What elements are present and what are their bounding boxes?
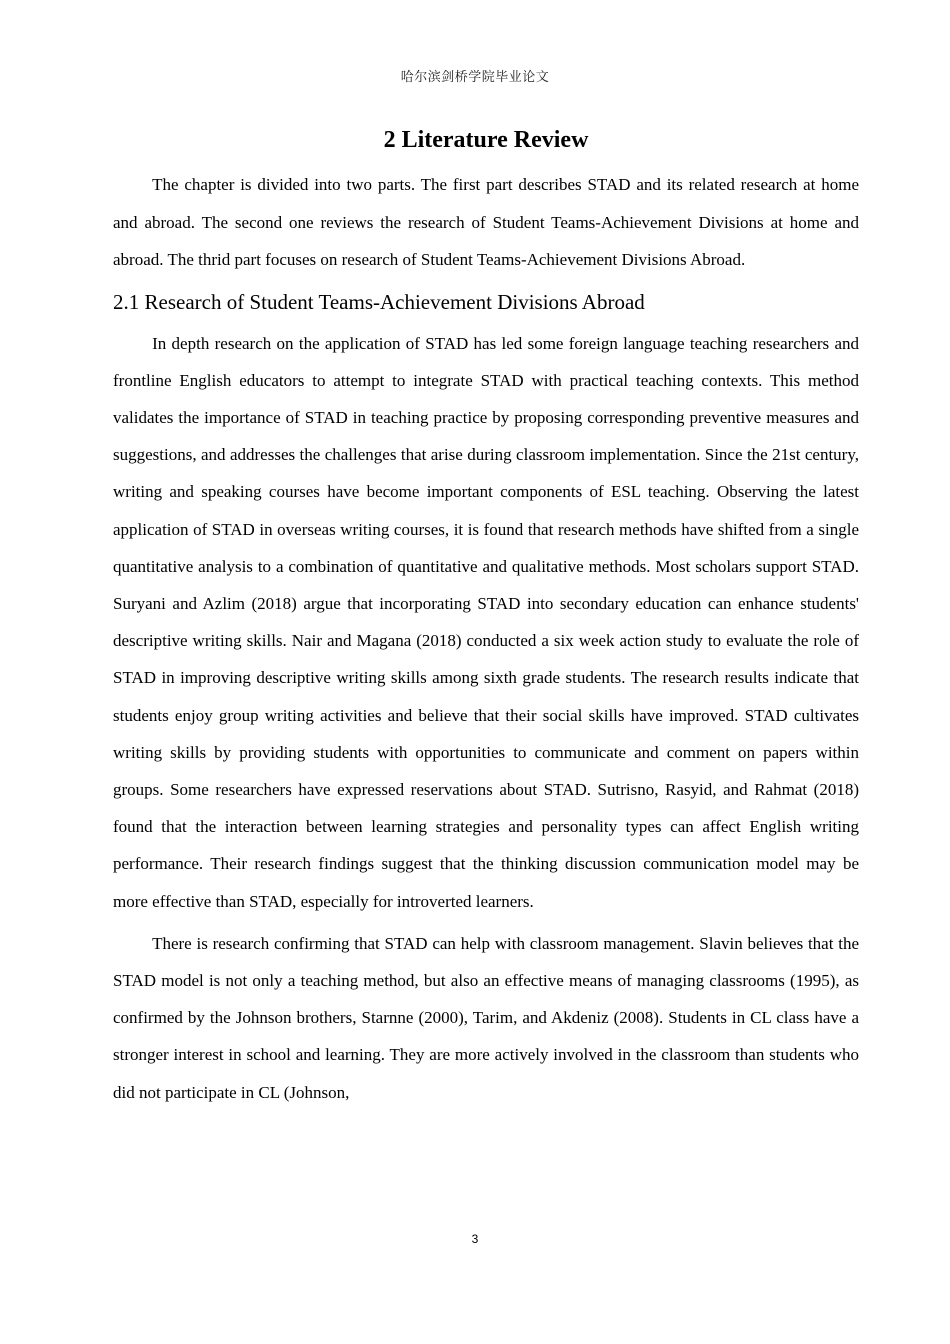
section-paragraph-1: In depth research on the application of STAD has led some foreign language teaching researchers and frontline English educators to attempt to integrate STAD with practical teaching contexts. This method validates the importance of STAD in teaching practice by proposing corresponding preventive measures and suggestions, and addresses the challenges that arise during classroom implementation. Since the 21st century, writing and speaking courses have become important components of ESL teaching. Observing the latest application of STAD in overseas writing courses, it is found that research methods have shifted from a single quantitative analysis to a combination of quantitative and qualitative methods. Most scholars support STAD. Suryani and Azlim (2018) argue that incorporating STAD into secondary education can enhance students' descriptive writing skills. Nair and Magana (2018) conducted a six week action study to evaluate the role of STAD in improving descriptive writing skills among sixth grade students. The research results indicate that students enjoy group writing activities and believe that their social skills have improved. STAD cultivates writing skills by providing students with opportunities to communicate and comment on papers within groups. Some researchers have expressed reservations about STAD. Sutrisno, Rasyid, and Rahmat (2018) found that the interaction between learning strategies and personality types can affect English writing performance. Their research findings suggest that the thinking discussion communication model may be more effective than STAD, especially for introverted learners.	[113, 333, 859, 911]
chapter-title: 2 Literature Review	[383, 127, 589, 153]
section-paragraph-2: There is research confirming that STAD can help with classroom management. Slavin believes that the STAD model is not only a teaching method, but also an effective means of managing classrooms (1995), as confirmed by the Johnson brothers, Starnne (2000), Tarim, and Akdeniz (2008). Students in CL class have a stronger interest in school and learning. They are more actively involved in the classroom than students who did not participate in CL (Johnson,	[113, 933, 859, 1102]
section-title: 2.1 Research of Student Teams-Achievement Divisions Abroad	[113, 289, 645, 314]
page-number: 3	[471, 1232, 479, 1246]
chapter-intro-paragraph: The chapter is divided into two parts. The first part describes STAD and its related research at home and abroad. The second one reviews the research of Student Teams-Achievement Divisions at home and abroad. The thrid part focuses on research of Student Teams-Achievement Divisions Abroad.	[113, 175, 859, 269]
running-header: 哈尔滨剑桥学院毕业论文	[400, 70, 550, 85]
page-body	[113, 122, 859, 1111]
